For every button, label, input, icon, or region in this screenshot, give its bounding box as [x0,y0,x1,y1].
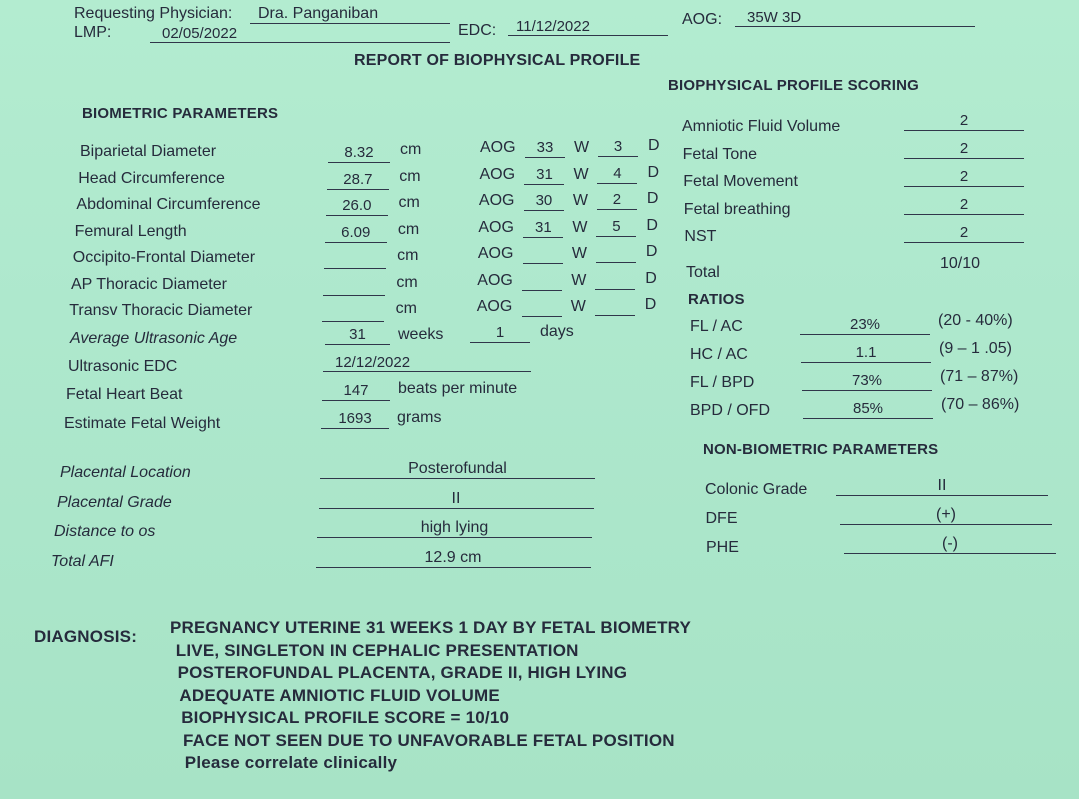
aog-weeks: 33 [525,139,565,158]
bpp-label: Amniotic Fluid Volume [682,118,841,135]
avg-age-label: Average Ultrasonic Age [70,330,238,347]
ratio-value: 85% [803,400,933,419]
weeks-abbrev: W [571,271,587,289]
days-abbrev: D [644,296,657,313]
biometric-label: Abdominal Circumference [76,196,261,213]
ratio-range: (70 – 86%) [941,396,1020,413]
ratio-value: 73% [802,372,932,391]
bpp-score: 2 [904,196,1024,215]
days-abbrev: D [648,137,660,154]
aog-label: AOG: [682,11,723,28]
aog-days [595,271,635,290]
weeks-abbrev: W [572,192,589,209]
aog-days: 2 [597,191,637,210]
biometric-label: Head Circumference [78,169,225,187]
non-biometric-label: DFE [705,510,738,527]
biometric-value: 8.32 [328,144,390,163]
aog-label: AOG [478,218,514,236]
aog-label: AOG [477,271,513,289]
biometric-value: 6.09 [325,224,387,243]
biometric-value [323,277,385,296]
weeks-abbrev: W [573,165,589,183]
diagnosis-line: BIOPHYSICAL PROFILE SCORE = 10/10 [181,708,510,727]
diagnosis-line: LIVE, SINGLETON IN CEPHALIC PRESENTATION [175,640,579,660]
efw-label: Estimate Fetal Weight [64,415,221,432]
aog-weeks [523,245,563,264]
days-abbrev: D [645,243,658,260]
ratio-label: HC / AC [690,346,748,363]
aog-days: 3 [598,138,638,157]
aog-label: AOG [476,298,513,315]
biometric-label: Occipito-Frontal Diameter [72,249,256,266]
aog-weeks: 31 [523,219,563,238]
lmp-value: 02/05/2022 [150,25,450,43]
aog-days: 5 [596,218,636,237]
report-title: REPORT OF BIOPHYSICAL PROFILE [354,52,641,69]
biometric-unit: cm [396,273,418,291]
biometric-unit: cm [398,194,420,211]
aog-label: AOG [477,245,514,262]
aog-weeks [522,272,562,291]
aog-label: AOG [480,139,516,156]
biometric-label: AP Thoracic Diameter [71,275,227,293]
non-biometric-heading: NON-BIOMETRIC PARAMETERS [703,441,939,458]
biometric-unit: cm [400,141,422,158]
diagnosis-line: POSTEROFUNDAL PLACENTA, GRADE II, HIGH LYING [177,663,628,682]
aog-days [595,297,635,316]
days-label: days [540,323,574,340]
days-abbrev: D [646,190,659,207]
biometric-label: Femural Length [74,222,187,240]
weeks-abbrev: W [571,245,587,262]
bpp-score: 2 [904,140,1024,159]
aog-weeks: 30 [524,192,564,211]
bpp-score: 2 [904,112,1024,131]
days-abbrev: D [646,216,658,234]
bpp-score: 2 [904,224,1024,243]
avg-age-weeks: 31 [325,326,390,345]
fetal-heart-beat-label: Fetal Heart Beat [66,386,183,403]
diagnosis-line: ADEQUATE AMNIOTIC FLUID VOLUME [179,685,500,705]
diagnosis-line: PREGNANCY UTERINE 31 WEEKS 1 DAY BY FETAL BIOMETRY [170,618,692,637]
weeks-abbrev: W [574,139,590,156]
days-abbrev: D [647,163,660,181]
bpp-label: NST [684,228,717,245]
fetal-heart-beat-unit: beats per minute [398,380,518,397]
placenta-label: Placental Grade [57,493,172,511]
edc-value: 11/12/2022 [508,18,668,36]
biometric-value [322,303,384,322]
bpp-heading: BIOPHYSICAL PROFILE SCORING [668,77,919,94]
non-biometric-value: II [836,477,1048,496]
days-abbrev: D [645,269,657,287]
bpp-label: Fetal Tone [682,145,758,163]
aog-weeks: 31 [524,166,564,185]
ratio-range: (9 – 1 .05) [939,340,1012,357]
biometric-value: 28.7 [327,171,389,190]
aog-label: AOG [479,165,516,183]
bpp-total-value: 10/10 [940,255,981,272]
efw-value: 1693 [321,410,389,429]
biometric-unit: cm [397,220,420,238]
diagnosis-line: Please correlate clinically [184,753,398,772]
bpp-score: 2 [904,168,1024,187]
placenta-label: Placental Location [60,464,191,481]
aog-weeks [522,298,562,317]
ratio-value: 1.1 [801,344,931,363]
ratio-range: (71 – 87%) [940,368,1019,385]
fetal-heart-beat-value: 147 [322,382,390,401]
ultrasonic-edc-value: 12/12/2022 [323,354,531,372]
bpp-label: Fetal breathing [683,200,791,218]
ratio-label: FL / AC [690,318,743,335]
biometric-unit: cm [395,300,417,317]
placenta-value: Posterofundal [320,460,595,479]
efw-unit: grams [397,409,442,426]
edc-label: EDC: [458,22,497,39]
biometric-unit: cm [399,167,421,185]
avg-age-days: 1 [470,324,530,343]
ratio-label: BPD / OFD [690,402,771,419]
non-biometric-label: PHE [706,539,739,556]
physician-label: Requesting Physician: [74,5,233,22]
placenta-label: Distance to os [54,523,156,540]
physician-line [250,23,450,24]
biometric-value [324,250,386,269]
placenta-value: II [319,490,594,509]
biometric-heading: BIOMETRIC PARAMETERS [82,105,279,122]
weeks-label: weeks [398,326,444,343]
bpp-label: Fetal Movement [683,173,798,190]
ratio-range: (20 - 40%) [938,312,1013,329]
ratio-label: FL / BPD [690,374,755,391]
weeks-abbrev: W [572,218,588,236]
non-biometric-label: Colonic Grade [705,481,808,498]
placenta-value: high lying [317,519,592,538]
lmp-label: LMP: [74,24,112,41]
aog-days [596,244,636,263]
weeks-abbrev: W [570,298,586,315]
placenta-value: 12.9 cm [316,549,591,568]
non-biometric-value: (+) [840,506,1052,525]
biometric-label: Biparietal Diameter [80,143,217,160]
biometric-label: Transv Thoracic Diameter [69,302,253,319]
placenta-label: Total AFI [51,552,114,570]
non-biometric-value: (-) [844,535,1056,554]
bpp-total-label: Total [686,264,720,281]
aog-value: 35W 3D [735,9,975,27]
aog-days: 4 [597,165,637,184]
diagnosis-label: DIAGNOSIS: [34,627,138,646]
ratios-heading: RATIOS [688,291,745,308]
biometric-value: 26.0 [326,197,388,216]
aog-label: AOG [478,192,515,209]
biometric-unit: cm [397,247,419,264]
ratio-value: 23% [800,316,930,335]
diagnosis-line: FACE NOT SEEN DUE TO UNFAVORABLE FETAL POSITION [183,730,675,750]
ultrasonic-edc-label: Ultrasonic EDC [68,358,178,375]
physician-name: Dra. Panganiban [258,5,379,22]
